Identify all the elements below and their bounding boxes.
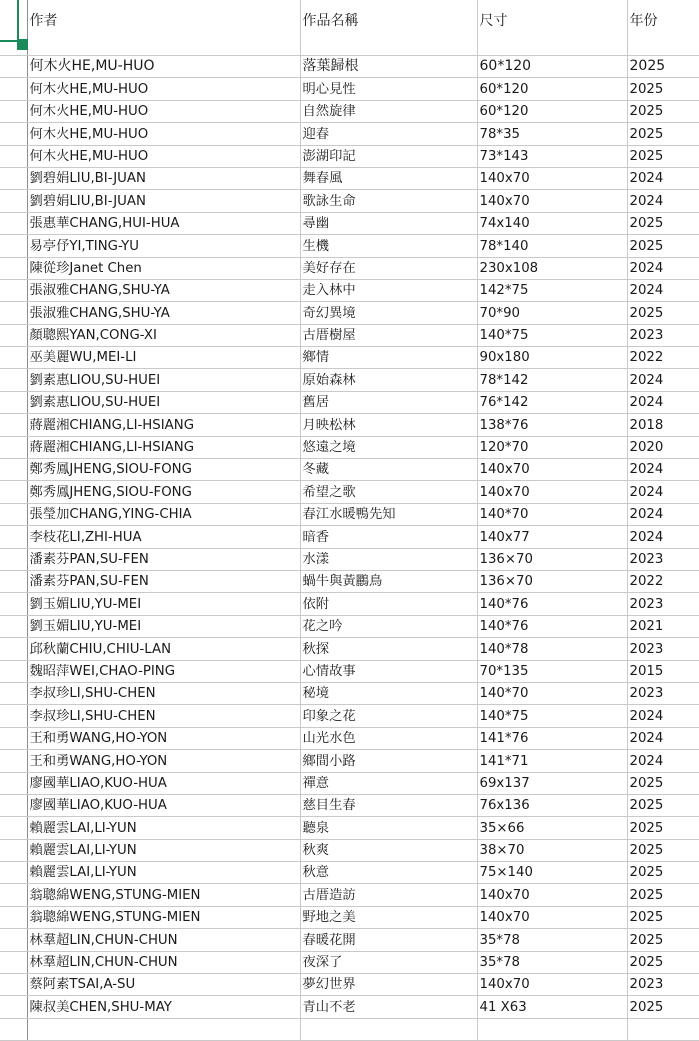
cell-author[interactable]: 劉碧娟LIU,BI-JUAN xyxy=(27,190,300,212)
cell-size[interactable]: 141*71 xyxy=(477,750,627,772)
cell-author[interactable]: 翁聰綿WENG,STUNG-MIEN xyxy=(27,906,300,928)
cell-year[interactable]: 2023 xyxy=(627,593,699,615)
row-gutter xyxy=(0,548,27,570)
cell-author[interactable]: 廖國華LIAO,KUO-HUA xyxy=(27,794,300,816)
cell-year[interactable]: 2025 xyxy=(627,884,699,906)
cell-size[interactable]: 35*78 xyxy=(477,951,627,973)
row-gutter xyxy=(0,78,27,100)
cell-title[interactable]: 野地之美 xyxy=(300,906,477,928)
cell-year[interactable]: 2024 xyxy=(627,190,699,212)
row-gutter xyxy=(0,123,27,145)
cell-title[interactable]: 秋爽 xyxy=(300,839,477,861)
cell-title[interactable]: 水漾 xyxy=(300,548,477,570)
cell-year[interactable]: 2025 xyxy=(627,100,699,122)
cell-size[interactable]: 140x70 xyxy=(477,167,627,189)
cell-size[interactable]: 230x108 xyxy=(477,257,627,279)
row-gutter xyxy=(0,593,27,615)
row-gutter xyxy=(0,459,27,481)
row-gutter xyxy=(0,279,27,301)
cell-author[interactable]: 陳從珍Janet Chen xyxy=(27,257,300,279)
cell-title[interactable]: 山光水色 xyxy=(300,727,477,749)
cell-author[interactable]: 李枝花LI,ZHI-HUA xyxy=(27,526,300,548)
cell-title[interactable]: 悠遠之境 xyxy=(300,436,477,458)
row-gutter xyxy=(0,862,27,884)
row-gutter xyxy=(0,638,27,660)
table-row xyxy=(0,257,699,279)
cell-author[interactable]: 何木火HE,MU-HUO xyxy=(27,123,300,145)
cell-size[interactable]: 35×66 xyxy=(477,817,627,839)
cell-author[interactable]: 鄭秀鳳JHENG,SIOU-FONG xyxy=(27,459,300,481)
cell-author[interactable]: 王和勇WANG,HO-YON xyxy=(27,750,300,772)
table-row xyxy=(0,593,699,615)
table-row xyxy=(0,78,699,100)
row-gutter xyxy=(0,324,27,346)
row-gutter xyxy=(0,705,27,727)
table-row xyxy=(0,682,699,704)
cell-year[interactable]: 2025 xyxy=(627,951,699,973)
cell-size[interactable]: 140x77 xyxy=(477,526,627,548)
table-row xyxy=(0,212,699,234)
cell-year[interactable]: 2020 xyxy=(627,436,699,458)
cell-author[interactable]: 蔡阿素TSAI,A-SU xyxy=(27,974,300,996)
row-gutter xyxy=(0,436,27,458)
cell-size[interactable]: 140*76 xyxy=(477,615,627,637)
table-row xyxy=(0,100,699,122)
cell-year[interactable]: 2023 xyxy=(627,548,699,570)
cell-author[interactable]: 何木火HE,MU-HUO xyxy=(27,100,300,122)
cell-title[interactable]: 原始森林 xyxy=(300,369,477,391)
table-row xyxy=(0,862,699,884)
cell-year[interactable]: 2025 xyxy=(627,212,699,234)
table-row xyxy=(0,570,699,592)
cell-title[interactable]: 慈目生春 xyxy=(300,794,477,816)
cell-size[interactable]: 140x70 xyxy=(477,481,627,503)
cell-author[interactable]: 何木火HE,MU-HUO xyxy=(27,145,300,167)
cell-title[interactable]: 秋探 xyxy=(300,638,477,660)
row-gutter xyxy=(0,817,27,839)
cell-author[interactable]: 巫美麗WU,MEI-LI xyxy=(27,347,300,369)
cell-size[interactable]: 141*76 xyxy=(477,727,627,749)
cell-title[interactable]: 奇幻異境 xyxy=(300,302,477,324)
table-row xyxy=(0,123,699,145)
cell-year[interactable]: 2015 xyxy=(627,660,699,682)
cell-author[interactable]: 張瑩加CHANG,YING-CHIA xyxy=(27,503,300,525)
row-gutter xyxy=(0,302,27,324)
cell-size[interactable]: 60*120 xyxy=(477,56,627,78)
row-gutter xyxy=(0,212,27,234)
cell-author[interactable]: 蔣麗湘CHIANG,LI-HSIANG xyxy=(27,436,300,458)
cell-size[interactable]: 78*142 xyxy=(477,369,627,391)
cell-title[interactable]: 落葉歸根 xyxy=(300,56,477,78)
cell-title[interactable]: 春暖花開 xyxy=(300,929,477,951)
cell-author[interactable]: 蔣麗湘CHIANG,LI-HSIANG xyxy=(27,414,300,436)
table-row xyxy=(0,391,699,413)
cell-size[interactable]: 75×140 xyxy=(477,862,627,884)
cell-title[interactable]: 迎春 xyxy=(300,123,477,145)
cell-title[interactable]: 心情故事 xyxy=(300,660,477,682)
row-gutter xyxy=(0,503,27,525)
cell-title[interactable]: 自然旋律 xyxy=(300,100,477,122)
row-gutter xyxy=(0,570,27,592)
row-gutter xyxy=(0,190,27,212)
cell-size[interactable]: 70*135 xyxy=(477,660,627,682)
row-gutter xyxy=(0,1018,27,1040)
cell-year[interactable]: 2025 xyxy=(627,302,699,324)
row-gutter xyxy=(0,839,27,861)
cell-author[interactable]: 李叔珍LI,SHU-CHEN xyxy=(27,705,300,727)
cell-year[interactable]: 2025 xyxy=(627,906,699,928)
cell-title[interactable]: 青山不老 xyxy=(300,996,477,1018)
row-gutter xyxy=(0,727,27,749)
cell-size[interactable]: 76*142 xyxy=(477,391,627,413)
cell-author[interactable]: 顏聰熙YAN,CONG-XI xyxy=(27,324,300,346)
cell-title[interactable]: 春江水暖鴨先知 xyxy=(300,503,477,525)
cell-author[interactable]: 邱秋蘭CHIU,CHIU-LAN xyxy=(27,638,300,660)
cell-author[interactable]: 何木火HE,MU-HUO xyxy=(27,78,300,100)
cell-size[interactable]: 70*90 xyxy=(477,302,627,324)
cell-size[interactable]: 120*70 xyxy=(477,436,627,458)
table-row xyxy=(0,951,699,973)
table-row xyxy=(0,974,699,996)
cell-year[interactable]: 2024 xyxy=(627,750,699,772)
cell-year[interactable]: 2024 xyxy=(627,369,699,391)
row-gutter xyxy=(0,56,27,78)
row-gutter xyxy=(0,615,27,637)
cell-size[interactable]: 140x70 xyxy=(477,884,627,906)
cell-year[interactable]: 2024 xyxy=(627,481,699,503)
cell-author[interactable]: 劉素惠LIOU,SU-HUEI xyxy=(27,369,300,391)
cell-title[interactable]: 美好存在 xyxy=(300,257,477,279)
row-gutter xyxy=(0,257,27,279)
table-row xyxy=(0,548,699,570)
table-row xyxy=(0,750,699,772)
cell-title[interactable]: 走入林中 xyxy=(300,279,477,301)
table-row xyxy=(0,705,699,727)
cell-size[interactable]: 90x180 xyxy=(477,347,627,369)
cell-title[interactable]: 歌詠生命 xyxy=(300,190,477,212)
table-row xyxy=(0,503,699,525)
cell-author[interactable]: 易亭伃YI,TING-YU xyxy=(27,235,300,257)
row-gutter xyxy=(0,996,27,1018)
selection-fill-handle[interactable] xyxy=(17,39,28,50)
cell-title[interactable]: 生機 xyxy=(300,235,477,257)
cell-size[interactable]: 136×70 xyxy=(477,548,627,570)
table-row xyxy=(0,302,699,324)
cell-size[interactable]: 35*78 xyxy=(477,929,627,951)
cell-author[interactable]: 張淑雅CHANG,SHU-YA xyxy=(27,302,300,324)
cell-year[interactable]: 2025 xyxy=(627,235,699,257)
cell-size[interactable]: 140x70 xyxy=(477,190,627,212)
cell-author[interactable]: 翁聰綿WENG,STUNG-MIEN xyxy=(27,884,300,906)
row-gutter xyxy=(0,347,27,369)
cell-size[interactable]: 140*70 xyxy=(477,682,627,704)
row-gutter xyxy=(0,100,27,122)
cell-author[interactable]: 何木火HE,MU-HUO xyxy=(27,56,300,78)
row-gutter xyxy=(0,660,27,682)
cell-title[interactable]: 古厝樹屋 xyxy=(300,324,477,346)
table-row xyxy=(0,347,699,369)
cell-title[interactable]: 禪意 xyxy=(300,772,477,794)
cell-title[interactable]: 印象之花 xyxy=(300,705,477,727)
cell-year[interactable]: 2024 xyxy=(627,459,699,481)
cell-size[interactable]: 142*75 xyxy=(477,279,627,301)
cell-year[interactable]: 2021 xyxy=(627,615,699,637)
cell-title[interactable]: 鄉間小路 xyxy=(300,750,477,772)
table-row xyxy=(0,145,699,167)
cell-title[interactable]: 蝸牛與黃鸝鳥 xyxy=(300,570,477,592)
row-gutter xyxy=(0,906,27,928)
table-row xyxy=(0,817,699,839)
cell-title[interactable]: 希望之歌 xyxy=(300,481,477,503)
cell-size[interactable]: 138*76 xyxy=(477,414,627,436)
cell-author[interactable]: 陳叔美CHEN,SHU-MAY xyxy=(27,996,300,1018)
table-row xyxy=(0,167,699,189)
cell-title[interactable]: 月映松林 xyxy=(300,414,477,436)
cell-size[interactable]: 140x70 xyxy=(477,906,627,928)
cell-author[interactable]: 劉碧娟LIU,BI-JUAN xyxy=(27,167,300,189)
cell-size[interactable]: 78*140 xyxy=(477,235,627,257)
cell-author[interactable]: 林羣超LIN,CHUN-CHUN xyxy=(27,929,300,951)
cell-title[interactable]: 明心見性 xyxy=(300,78,477,100)
row-gutter xyxy=(0,369,27,391)
cell-year[interactable]: 2023 xyxy=(627,682,699,704)
header-title[interactable]: 作品名稱 xyxy=(300,0,477,56)
row-gutter xyxy=(0,235,27,257)
cell-author[interactable]: 賴麗雲LAI,LI-YUN xyxy=(27,817,300,839)
empty-cell[interactable] xyxy=(27,1018,300,1040)
row-gutter xyxy=(0,481,27,503)
cell-author[interactable]: 廖國華LIAO,KUO-HUA xyxy=(27,772,300,794)
table-row xyxy=(0,794,699,816)
cell-author[interactable]: 張惠華CHANG,HUI-HUA xyxy=(27,212,300,234)
cell-author[interactable]: 鄭秀鳳JHENG,SIOU-FONG xyxy=(27,481,300,503)
cell-author[interactable]: 賴麗雲LAI,LI-YUN xyxy=(27,862,300,884)
row-gutter xyxy=(0,145,27,167)
cell-title[interactable]: 秘境 xyxy=(300,682,477,704)
cell-year[interactable]: 2024 xyxy=(627,391,699,413)
cell-author[interactable]: 劉玉媚LIU,YU-MEI xyxy=(27,615,300,637)
cell-author[interactable]: 劉素惠LIOU,SU-HUEI xyxy=(27,391,300,413)
cell-year[interactable]: 2025 xyxy=(627,839,699,861)
table-row xyxy=(0,996,699,1018)
row-gutter xyxy=(0,929,27,951)
row-gutter xyxy=(0,167,27,189)
cell-title[interactable]: 舞春風 xyxy=(300,167,477,189)
cell-year[interactable]: 2025 xyxy=(627,794,699,816)
cell-size[interactable]: 38×70 xyxy=(477,839,627,861)
cell-year[interactable]: 2023 xyxy=(627,324,699,346)
cell-year[interactable]: 2022 xyxy=(627,570,699,592)
table-row xyxy=(0,884,699,906)
row-gutter xyxy=(0,391,27,413)
cell-year[interactable]: 2024 xyxy=(627,705,699,727)
cell-title[interactable]: 鄉情 xyxy=(300,347,477,369)
cell-size[interactable]: 78*35 xyxy=(477,123,627,145)
table-row xyxy=(0,660,699,682)
header-year[interactable]: 年份 xyxy=(627,0,699,56)
cell-year[interactable]: 2025 xyxy=(627,123,699,145)
cell-title[interactable]: 澎湖印記 xyxy=(300,145,477,167)
header-author[interactable]: 作者 xyxy=(27,0,300,56)
cell-size[interactable]: 60*120 xyxy=(477,78,627,100)
cell-size[interactable]: 69x137 xyxy=(477,772,627,794)
cell-author[interactable]: 潘素芬PAN,SU-FEN xyxy=(27,570,300,592)
cell-title[interactable]: 夢幻世界 xyxy=(300,974,477,996)
cell-year[interactable]: 2024 xyxy=(627,526,699,548)
row-gutter xyxy=(0,414,27,436)
cell-title[interactable]: 冬藏 xyxy=(300,459,477,481)
cell-year[interactable]: 2025 xyxy=(627,145,699,167)
cell-author[interactable]: 潘素芬PAN,SU-FEN xyxy=(27,548,300,570)
cell-size[interactable]: 41 X63 xyxy=(477,996,627,1018)
cell-author[interactable]: 張淑雅CHANG,SHU-YA xyxy=(27,279,300,301)
cell-size[interactable]: 136×70 xyxy=(477,570,627,592)
cell-size[interactable]: 140*75 xyxy=(477,324,627,346)
cell-year[interactable]: 2025 xyxy=(627,929,699,951)
cell-year[interactable]: 2018 xyxy=(627,414,699,436)
cell-title[interactable]: 依附 xyxy=(300,593,477,615)
header-size[interactable]: 尺寸 xyxy=(477,0,627,56)
cell-title[interactable]: 古厝造訪 xyxy=(300,884,477,906)
cell-author[interactable]: 王和勇WANG,HO-YON xyxy=(27,727,300,749)
empty-row xyxy=(0,1018,699,1040)
cell-size[interactable]: 74x140 xyxy=(477,212,627,234)
cell-size[interactable]: 60*120 xyxy=(477,100,627,122)
row-gutter xyxy=(0,750,27,772)
cell-year[interactable]: 2025 xyxy=(627,56,699,78)
cell-year[interactable]: 2023 xyxy=(627,974,699,996)
cell-size[interactable]: 140*76 xyxy=(477,593,627,615)
cell-size[interactable]: 140x70 xyxy=(477,974,627,996)
table-row xyxy=(0,235,699,257)
header-row xyxy=(0,0,699,56)
table-row xyxy=(0,369,699,391)
cell-title[interactable]: 花之吟 xyxy=(300,615,477,637)
cell-year[interactable]: 2025 xyxy=(627,817,699,839)
cell-size[interactable]: 76x136 xyxy=(477,794,627,816)
row-gutter xyxy=(0,682,27,704)
table-row xyxy=(0,324,699,346)
table-row xyxy=(0,772,699,794)
table-row xyxy=(0,615,699,637)
cell-author[interactable]: 賴麗雲LAI,LI-YUN xyxy=(27,839,300,861)
cell-title[interactable]: 尋幽 xyxy=(300,212,477,234)
cell-year[interactable]: 2022 xyxy=(627,347,699,369)
cell-year[interactable]: 2024 xyxy=(627,503,699,525)
cell-year[interactable]: 2025 xyxy=(627,772,699,794)
table-row xyxy=(0,481,699,503)
table-row xyxy=(0,526,699,548)
cell-year[interactable]: 2024 xyxy=(627,727,699,749)
cell-year[interactable]: 2025 xyxy=(627,996,699,1018)
table-row xyxy=(0,638,699,660)
row-gutter xyxy=(0,974,27,996)
cell-author[interactable]: 李叔珍LI,SHU-CHEN xyxy=(27,682,300,704)
cell-year[interactable]: 2024 xyxy=(627,167,699,189)
cell-size[interactable]: 73*143 xyxy=(477,145,627,167)
table-row xyxy=(0,839,699,861)
cell-title[interactable]: 舊居 xyxy=(300,391,477,413)
cell-year[interactable]: 2025 xyxy=(627,862,699,884)
cell-title[interactable]: 夜深了 xyxy=(300,951,477,973)
cell-author[interactable]: 魏昭萍WEI,CHAO-PING xyxy=(27,660,300,682)
empty-cell[interactable] xyxy=(477,1018,627,1040)
table-row xyxy=(0,190,699,212)
cell-year[interactable]: 2024 xyxy=(627,279,699,301)
cell-author[interactable]: 林羣超LIN,CHUN-CHUN xyxy=(27,951,300,973)
cell-year[interactable]: 2023 xyxy=(627,638,699,660)
cell-author[interactable]: 劉玉媚LIU,YU-MEI xyxy=(27,593,300,615)
cell-size[interactable]: 140*70 xyxy=(477,503,627,525)
table-row xyxy=(0,436,699,458)
table-row xyxy=(0,906,699,928)
cell-size[interactable]: 140*78 xyxy=(477,638,627,660)
table-row xyxy=(0,414,699,436)
row-gutter xyxy=(0,526,27,548)
cell-title[interactable]: 秋意 xyxy=(300,862,477,884)
row-gutter xyxy=(0,951,27,973)
cell-size[interactable]: 140x70 xyxy=(477,459,627,481)
table-row xyxy=(0,727,699,749)
cell-year[interactable]: 2025 xyxy=(627,78,699,100)
row-gutter xyxy=(0,772,27,794)
cell-size[interactable]: 140*75 xyxy=(477,705,627,727)
cell-year[interactable]: 2024 xyxy=(627,257,699,279)
table-row xyxy=(0,929,699,951)
table-row xyxy=(0,56,699,78)
cell-title[interactable]: 暗香 xyxy=(300,526,477,548)
table-row xyxy=(0,459,699,481)
row-gutter xyxy=(0,794,27,816)
cell-title[interactable]: 聽泉 xyxy=(300,817,477,839)
empty-cell[interactable] xyxy=(300,1018,477,1040)
row-gutter xyxy=(0,884,27,906)
table-row xyxy=(0,279,699,301)
empty-cell[interactable] xyxy=(627,1018,699,1040)
